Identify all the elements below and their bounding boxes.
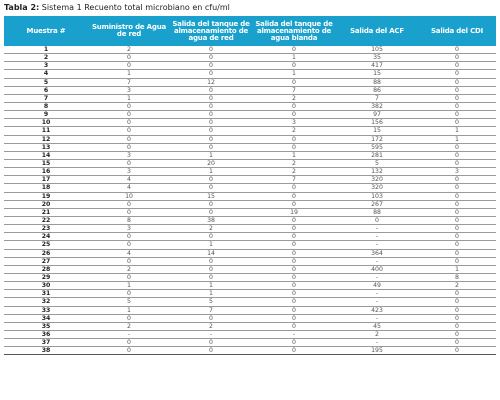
acf-cell: - <box>336 273 418 281</box>
acf-cell: - <box>336 290 418 298</box>
sample-number-cell: 32 <box>4 298 88 306</box>
sample-number-cell: 37 <box>4 339 88 347</box>
soft-tank-cell: 1 <box>252 70 336 78</box>
mains-tank-cell: 1 <box>170 290 252 298</box>
table-row <box>4 192 496 200</box>
cdi-cell: 0 <box>418 241 496 249</box>
cdi-cell: 0 <box>418 322 496 330</box>
sample-number-cell: 1 <box>4 46 88 54</box>
cdi-cell: 0 <box>418 347 496 355</box>
soft-tank-cell: 0 <box>252 135 336 143</box>
table-row <box>4 143 496 151</box>
cdi-cell: 0 <box>418 176 496 184</box>
sample-number-cell: 9 <box>4 111 88 119</box>
table-row <box>4 70 496 78</box>
table-row <box>4 322 496 330</box>
mains-tank-cell: 0 <box>170 70 252 78</box>
table-row <box>4 298 496 306</box>
acf-cell: - <box>336 298 418 306</box>
table-row <box>4 249 496 257</box>
mains-tank-cell: 15 <box>170 192 252 200</box>
cdi-cell: 0 <box>418 306 496 314</box>
soft-tank-cell: 0 <box>252 200 336 208</box>
cdi-cell: 0 <box>418 119 496 127</box>
caption-text: Sistema 1 Recuento total microbiano en cfu/ml <box>41 3 230 12</box>
cdi-cell: 0 <box>418 208 496 216</box>
acf-cell: 7 <box>336 94 418 102</box>
acf-cell: 132 <box>336 168 418 176</box>
acf-cell: 105 <box>336 46 418 54</box>
acf-cell: 172 <box>336 135 418 143</box>
soft-tank-cell: 0 <box>252 306 336 314</box>
acf-cell: 45 <box>336 322 418 330</box>
cdi-cell: 0 <box>418 184 496 192</box>
soft-tank-cell: 0 <box>252 273 336 281</box>
cdi-cell: 0 <box>418 151 496 159</box>
table-row <box>4 306 496 314</box>
mains-water-cell: 10 <box>88 192 170 200</box>
acf-cell: 156 <box>336 119 418 127</box>
mains-tank-cell: 0 <box>170 176 252 184</box>
mains-tank-cell: 7 <box>170 306 252 314</box>
mains-water-cell: 0 <box>88 273 170 281</box>
cdi-cell: 0 <box>418 54 496 62</box>
sample-number-cell: 31 <box>4 290 88 298</box>
cdi-cell: 2 <box>418 282 496 290</box>
acf-cell: 281 <box>336 151 418 159</box>
table-row <box>4 200 496 208</box>
acf-cell: 417 <box>336 62 418 70</box>
table-row <box>4 282 496 290</box>
mains-water-cell: 4 <box>88 184 170 192</box>
sample-number-cell: 29 <box>4 273 88 281</box>
mains-tank-cell: 1 <box>170 151 252 159</box>
table-row <box>4 86 496 94</box>
mains-tank-cell: 0 <box>170 46 252 54</box>
mains-tank-cell: 2 <box>170 225 252 233</box>
cdi-cell: 0 <box>418 200 496 208</box>
sample-number-cell: 34 <box>4 314 88 322</box>
mains-water-cell: - <box>88 330 170 338</box>
soft-tank-cell: 0 <box>252 249 336 257</box>
sample-number-cell: 12 <box>4 135 88 143</box>
soft-tank-cell: 2 <box>252 127 336 135</box>
mains-tank-cell: 0 <box>170 347 252 355</box>
acf-cell: 320 <box>336 176 418 184</box>
table-caption <box>4 3 230 12</box>
table-row <box>4 290 496 298</box>
header-mains-tank-outlet: Salida del tanque de almacenamiento de agua de red <box>170 16 252 46</box>
mains-water-cell: 0 <box>88 54 170 62</box>
table-row <box>4 225 496 233</box>
header-soft-tank-outlet: Salida del tanque de almacenamiento de agua blanda <box>252 16 336 46</box>
soft-tank-cell: 0 <box>252 233 336 241</box>
table-row <box>4 241 496 249</box>
mains-water-cell: 2 <box>88 265 170 273</box>
mains-water-cell: 0 <box>88 62 170 70</box>
caption-label: Tabla 2: <box>4 3 40 12</box>
acf-cell: 88 <box>336 78 418 86</box>
mains-tank-cell: 5 <box>170 298 252 306</box>
cdi-cell: 1 <box>418 135 496 143</box>
sample-number-cell: 3 <box>4 62 88 70</box>
sample-number-cell: 22 <box>4 216 88 224</box>
soft-tank-cell: 0 <box>252 62 336 70</box>
acf-cell: 423 <box>336 306 418 314</box>
table-row <box>4 168 496 176</box>
mains-tank-cell: 1 <box>170 241 252 249</box>
cdi-cell: 0 <box>418 86 496 94</box>
sample-number-cell: 21 <box>4 208 88 216</box>
sample-number-cell: 33 <box>4 306 88 314</box>
mains-water-cell: 5 <box>88 298 170 306</box>
header-acf-outlet: Salida del ACF <box>336 16 418 46</box>
sample-number-cell: 18 <box>4 184 88 192</box>
soft-tank-cell: 0 <box>252 298 336 306</box>
mains-tank-cell: 0 <box>170 273 252 281</box>
mains-tank-cell: 20 <box>170 159 252 167</box>
header-mains-water: Suministro de Agua de red <box>88 16 170 46</box>
table-row <box>4 257 496 265</box>
sample-number-cell: 25 <box>4 241 88 249</box>
sample-number-cell: 16 <box>4 168 88 176</box>
soft-tank-cell: 0 <box>252 111 336 119</box>
soft-tank-cell: 3 <box>252 119 336 127</box>
table-row <box>4 339 496 347</box>
header-cdi-outlet: Salida del CDI <box>418 16 496 46</box>
soft-tank-cell: 7 <box>252 86 336 94</box>
acf-cell: 15 <box>336 127 418 135</box>
cdi-cell: 0 <box>418 290 496 298</box>
table-row <box>4 330 496 338</box>
sample-number-cell: 27 <box>4 257 88 265</box>
mains-water-cell: 0 <box>88 143 170 151</box>
soft-tank-cell: 1 <box>252 151 336 159</box>
sample-number-cell: 2 <box>4 54 88 62</box>
mains-tank-cell: 0 <box>170 86 252 94</box>
cdi-cell: 0 <box>418 330 496 338</box>
table-row <box>4 62 496 70</box>
acf-cell: 320 <box>336 184 418 192</box>
table-row <box>4 78 496 86</box>
mains-water-cell: 7 <box>88 78 170 86</box>
table-row <box>4 176 496 184</box>
table-row <box>4 94 496 102</box>
table-row <box>4 347 496 355</box>
soft-tank-cell: 0 <box>252 290 336 298</box>
cdi-cell: 0 <box>418 339 496 347</box>
sample-number-cell: 4 <box>4 70 88 78</box>
mains-tank-cell: 12 <box>170 78 252 86</box>
mains-tank-cell: 0 <box>170 257 252 265</box>
mains-tank-cell: 0 <box>170 143 252 151</box>
mains-water-cell: 0 <box>88 135 170 143</box>
acf-cell: 195 <box>336 347 418 355</box>
cdi-cell: 3 <box>418 168 496 176</box>
mains-water-cell: 0 <box>88 241 170 249</box>
sample-number-cell: 23 <box>4 225 88 233</box>
soft-tank-cell: 1 <box>252 54 336 62</box>
table-row <box>4 208 496 216</box>
mains-water-cell: 0 <box>88 233 170 241</box>
sample-number-cell: 38 <box>4 347 88 355</box>
sample-number-cell: 35 <box>4 322 88 330</box>
mains-water-cell: 1 <box>88 70 170 78</box>
mains-tank-cell: - <box>170 330 252 338</box>
sample-number-cell: 6 <box>4 86 88 94</box>
mains-water-cell: 4 <box>88 249 170 257</box>
sample-number-cell: 8 <box>4 102 88 110</box>
cdi-cell: 0 <box>418 314 496 322</box>
mains-water-cell: 0 <box>88 102 170 110</box>
sample-number-cell: 17 <box>4 176 88 184</box>
table-row <box>4 102 496 110</box>
cdi-cell: 0 <box>418 62 496 70</box>
soft-tank-cell: 2 <box>252 94 336 102</box>
microbial-count-table <box>4 16 496 355</box>
table-row <box>4 216 496 224</box>
mains-tank-cell: 0 <box>170 111 252 119</box>
sample-number-cell: 14 <box>4 151 88 159</box>
mains-tank-cell: 0 <box>170 127 252 135</box>
soft-tank-cell: 0 <box>252 347 336 355</box>
mains-water-cell: 1 <box>88 94 170 102</box>
mains-water-cell: 3 <box>88 151 170 159</box>
mains-tank-cell: 0 <box>170 208 252 216</box>
table-row <box>4 314 496 322</box>
cdi-cell: 1 <box>418 265 496 273</box>
table-row <box>4 127 496 135</box>
acf-cell: 2 <box>336 330 418 338</box>
cdi-cell: 0 <box>418 78 496 86</box>
sample-number-cell: 30 <box>4 282 88 290</box>
soft-tank-cell: 0 <box>252 192 336 200</box>
mains-water-cell: 2 <box>88 46 170 54</box>
mains-tank-cell: 0 <box>170 265 252 273</box>
sample-number-cell: 10 <box>4 119 88 127</box>
acf-cell: - <box>336 257 418 265</box>
cdi-cell: 0 <box>418 192 496 200</box>
soft-tank-cell: 0 <box>252 46 336 54</box>
soft-tank-cell: 0 <box>252 225 336 233</box>
mains-tank-cell: 0 <box>170 314 252 322</box>
cdi-cell: 0 <box>418 225 496 233</box>
mains-water-cell: 1 <box>88 306 170 314</box>
sample-number-cell: 7 <box>4 94 88 102</box>
header-sample: Muestra # <box>4 16 88 46</box>
sample-number-cell: 11 <box>4 127 88 135</box>
acf-cell: 86 <box>336 86 418 94</box>
cdi-cell: 0 <box>418 70 496 78</box>
soft-tank-cell: 0 <box>252 339 336 347</box>
sample-number-cell: 26 <box>4 249 88 257</box>
soft-tank-cell: 2 <box>252 168 336 176</box>
sample-number-cell: 36 <box>4 330 88 338</box>
acf-cell: - <box>336 314 418 322</box>
mains-water-cell: 0 <box>88 208 170 216</box>
mains-water-cell: 0 <box>88 257 170 265</box>
acf-cell: 364 <box>336 249 418 257</box>
table-body <box>4 46 496 355</box>
cdi-cell: 0 <box>418 111 496 119</box>
acf-cell: 0 <box>336 216 418 224</box>
cdi-cell: 8 <box>418 273 496 281</box>
acf-cell: - <box>336 241 418 249</box>
mains-tank-cell: 0 <box>170 233 252 241</box>
table-row <box>4 135 496 143</box>
cdi-cell: 0 <box>418 249 496 257</box>
mains-tank-cell: 0 <box>170 200 252 208</box>
mains-tank-cell: 38 <box>170 216 252 224</box>
mains-tank-cell: 0 <box>170 135 252 143</box>
sample-number-cell: 19 <box>4 192 88 200</box>
acf-cell: 88 <box>336 208 418 216</box>
mains-tank-cell: 1 <box>170 282 252 290</box>
acf-cell: - <box>336 233 418 241</box>
table-row <box>4 46 496 54</box>
mains-tank-cell: 14 <box>170 249 252 257</box>
mains-tank-cell: 1 <box>170 168 252 176</box>
table-row <box>4 119 496 127</box>
soft-tank-cell: 0 <box>252 322 336 330</box>
acf-cell: 267 <box>336 200 418 208</box>
table-row <box>4 265 496 273</box>
acf-cell: 382 <box>336 102 418 110</box>
acf-cell: 103 <box>336 192 418 200</box>
table-row <box>4 273 496 281</box>
soft-tank-cell: 0 <box>252 314 336 322</box>
cdi-cell: 0 <box>418 233 496 241</box>
mains-tank-cell: 0 <box>170 184 252 192</box>
mains-water-cell: 8 <box>88 216 170 224</box>
mains-water-cell: 0 <box>88 127 170 135</box>
mains-tank-cell: 2 <box>170 322 252 330</box>
acf-cell: 49 <box>336 282 418 290</box>
mains-water-cell: 1 <box>88 282 170 290</box>
soft-tank-cell: 0 <box>252 257 336 265</box>
table-row <box>4 233 496 241</box>
mains-tank-cell: 0 <box>170 94 252 102</box>
acf-cell: - <box>336 339 418 347</box>
mains-tank-cell: 0 <box>170 119 252 127</box>
acf-cell: 35 <box>336 54 418 62</box>
soft-tank-cell: 7 <box>252 176 336 184</box>
table-row <box>4 111 496 119</box>
sample-number-cell: 20 <box>4 200 88 208</box>
soft-tank-cell: 0 <box>252 78 336 86</box>
mains-water-cell: 0 <box>88 119 170 127</box>
mains-water-cell: 3 <box>88 168 170 176</box>
cdi-cell: 0 <box>418 46 496 54</box>
mains-tank-cell: 0 <box>170 62 252 70</box>
soft-tank-cell: 2 <box>252 159 336 167</box>
table-row <box>4 54 496 62</box>
soft-tank-cell: 0 <box>252 184 336 192</box>
cdi-cell: 0 <box>418 298 496 306</box>
soft-tank-cell: 0 <box>252 102 336 110</box>
cdi-cell: 0 <box>418 257 496 265</box>
soft-tank-cell: 0 <box>252 143 336 151</box>
table-header <box>4 16 496 46</box>
sample-number-cell: 13 <box>4 143 88 151</box>
cdi-cell: 0 <box>418 216 496 224</box>
cdi-cell: 0 <box>418 143 496 151</box>
table-row <box>4 151 496 159</box>
acf-cell: 5 <box>336 159 418 167</box>
mains-water-cell: 3 <box>88 86 170 94</box>
mains-water-cell: 2 <box>88 322 170 330</box>
soft-tank-cell: 19 <box>252 208 336 216</box>
sample-number-cell: 5 <box>4 78 88 86</box>
mains-water-cell: 0 <box>88 339 170 347</box>
mains-water-cell: 4 <box>88 176 170 184</box>
table-row <box>4 159 496 167</box>
acf-cell: - <box>336 225 418 233</box>
soft-tank-cell: - <box>252 330 336 338</box>
sample-number-cell: 28 <box>4 265 88 273</box>
mains-tank-cell: 0 <box>170 54 252 62</box>
mains-tank-cell: 0 <box>170 339 252 347</box>
acf-cell: 97 <box>336 111 418 119</box>
soft-tank-cell: 0 <box>252 241 336 249</box>
mains-water-cell: 3 <box>88 225 170 233</box>
soft-tank-cell: 0 <box>252 216 336 224</box>
mains-water-cell: 0 <box>88 159 170 167</box>
cdi-cell: 0 <box>418 102 496 110</box>
soft-tank-cell: 0 <box>252 265 336 273</box>
sample-number-cell: 15 <box>4 159 88 167</box>
acf-cell: 595 <box>336 143 418 151</box>
mains-water-cell: 0 <box>88 200 170 208</box>
mains-water-cell: 0 <box>88 290 170 298</box>
cdi-cell: 1 <box>418 127 496 135</box>
sample-number-cell: 24 <box>4 233 88 241</box>
mains-tank-cell: 0 <box>170 102 252 110</box>
acf-cell: 15 <box>336 70 418 78</box>
mains-water-cell: 0 <box>88 111 170 119</box>
cdi-cell: 0 <box>418 94 496 102</box>
cdi-cell: 0 <box>418 159 496 167</box>
mains-water-cell: 0 <box>88 314 170 322</box>
table-row <box>4 184 496 192</box>
mains-water-cell: 0 <box>88 347 170 355</box>
acf-cell: 400 <box>336 265 418 273</box>
soft-tank-cell: 0 <box>252 282 336 290</box>
